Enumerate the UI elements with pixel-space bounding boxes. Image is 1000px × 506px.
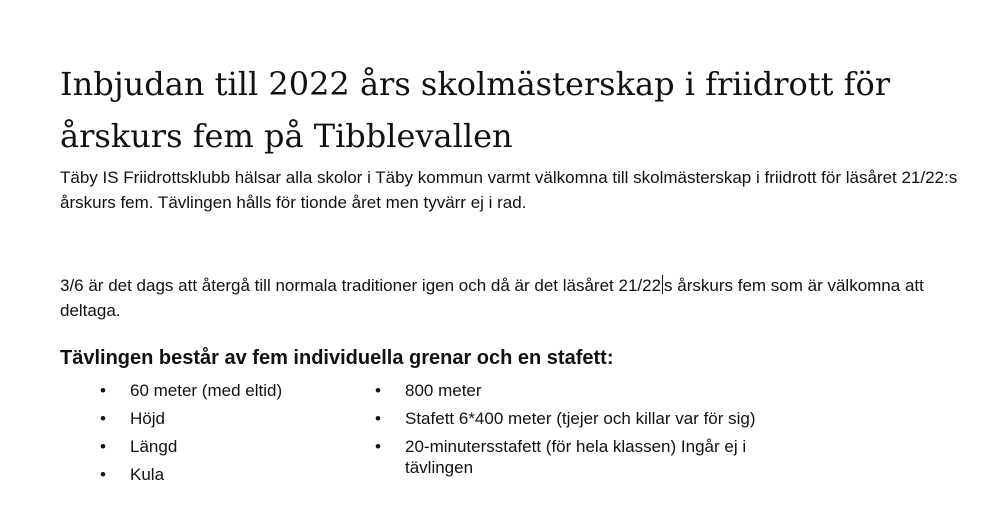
bullet-icon: •: [100, 465, 106, 484]
event-list-item: [373, 408, 803, 429]
event-list-item: [373, 380, 803, 401]
event-list-item: [98, 436, 358, 457]
text-cursor: [662, 275, 663, 294]
events-list-right: [373, 380, 803, 485]
bullet-icon: •: [100, 409, 106, 428]
date-paragraph-text-before: 3/6 är det dags att återgå till normala traditioner igen och då är det läsåret 21/22: [60, 276, 662, 295]
event-list-item: [373, 436, 803, 478]
bullet-icon: •: [375, 409, 381, 428]
bullet-icon: •: [375, 381, 381, 400]
event-label: Kula: [130, 465, 165, 484]
events-list-left: [98, 380, 358, 492]
event-list-item: [98, 380, 358, 401]
bullet-icon: •: [375, 437, 381, 456]
event-label: 20-minutersstafett (för hela klassen) Ingår ej i tävlingen: [405, 437, 747, 477]
event-label: 60 meter (med eltid): [130, 381, 283, 400]
event-label: Stafett 6*400 meter (tjejer och killar var för sig): [405, 409, 756, 428]
event-list-item: [98, 408, 358, 429]
page-title: Inbjudan till 2022 års skolmästerskap i friidrott för årskurs fem på Tibblevallen: [60, 65, 891, 155]
bullet-icon: •: [100, 437, 106, 456]
intro-paragraph[interactable]: Täby IS Friidrottsklubb hälsar alla skolor i Täby kommun varmt välkomna till skolmästerskap i friidrott för läsåret 21/22:s årskurs fem. Tävlingen hålls för tionde året men tyvärr ej i rad.: [60, 168, 958, 212]
event-label: Längd: [130, 437, 178, 456]
date-paragraph[interactable]: [60, 273, 960, 323]
events-heading: Tävlingen består av fem individuella grenar och en stafett:: [60, 347, 614, 369]
event-label: Höjd: [130, 409, 165, 428]
bullet-icon: •: [100, 381, 106, 400]
event-list-item: [98, 464, 358, 485]
date-paragraph-text-after: s årskurs fem som är välkomna att deltaga.: [60, 276, 924, 320]
event-label: 800 meter: [405, 381, 482, 400]
